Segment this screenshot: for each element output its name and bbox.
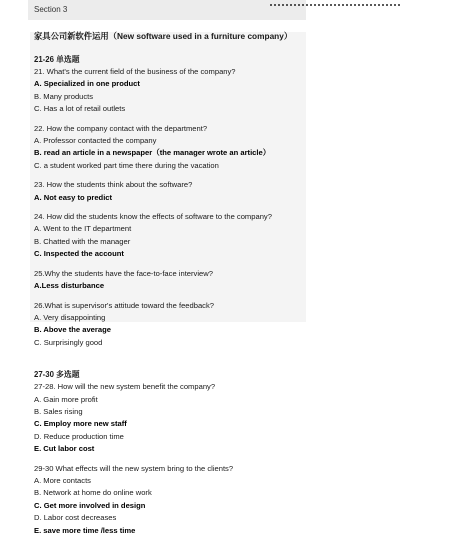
answer-option: D. Reduce production time bbox=[34, 431, 124, 441]
question-block bbox=[34, 268, 434, 293]
question-block bbox=[34, 300, 434, 350]
answer-option: B. Sales rising bbox=[34, 406, 83, 416]
answer-option-correct: C. Employ more new staff bbox=[34, 419, 127, 429]
question-stem: 21. What's the current field of the business of the company? bbox=[34, 67, 236, 76]
question-stem: 25.Why the students have the face-to-face interview? bbox=[34, 268, 213, 278]
question-block bbox=[34, 179, 434, 204]
question-block bbox=[34, 381, 434, 455]
answer-option: D. Labor cost decreases bbox=[34, 513, 117, 523]
answer-option-correct: E. Cut labor cost bbox=[34, 444, 95, 454]
document-title: 家具公司新软件运用（New software used in a furniture company） bbox=[34, 31, 293, 41]
question-stem: 23. How the students think about the software? bbox=[34, 180, 193, 190]
document-body bbox=[34, 30, 434, 544]
answer-option-correct: A. Not easy to predict bbox=[34, 192, 113, 202]
question-stem: 22. How the company contact with the department? bbox=[34, 123, 208, 133]
answer-option: C. Surprisingly good bbox=[34, 337, 103, 347]
answer-option-correct: C. Get more involved in design bbox=[34, 500, 146, 510]
multi-choice-list bbox=[34, 381, 434, 537]
single-choice-heading: 21-26 单选题 bbox=[34, 55, 80, 64]
answer-option: A. Professor contacted the company bbox=[34, 136, 157, 146]
answer-option: B. Chatted with the manager bbox=[34, 236, 131, 246]
answer-option: B. Many products bbox=[34, 91, 94, 101]
answer-option-correct: B. Above the average bbox=[34, 325, 111, 335]
question-block bbox=[34, 66, 434, 116]
question-stem: 27-28. How will the new system benefit the company? bbox=[34, 382, 216, 392]
answer-option-correct: C. Inspected the account bbox=[34, 249, 124, 259]
answer-option: A. More contacts bbox=[34, 475, 91, 485]
answer-option: B. Network at home do online work bbox=[34, 488, 152, 498]
answer-option: A. Went to the IT department bbox=[34, 224, 132, 234]
section-label: Section 3 bbox=[34, 5, 68, 14]
answer-option: A. Gain more profit bbox=[34, 394, 98, 404]
question-block bbox=[34, 463, 434, 537]
question-block bbox=[34, 211, 434, 261]
question-stem: 24. How did the students know the effects of software to the company? bbox=[34, 212, 272, 222]
answer-option-correct: A. Specialized in one product bbox=[34, 79, 140, 89]
answer-option: C. a student worked part time there during the vacation bbox=[34, 160, 219, 170]
answer-option: A. Very disappointing bbox=[34, 312, 106, 322]
answer-option: C. Has a lot of retail outlets bbox=[34, 104, 126, 114]
answer-option-correct: B. read an article in a newspaper（the manager wrote an article） bbox=[34, 148, 271, 158]
answer-option-correct: E. save more time /less time bbox=[34, 525, 136, 535]
handwritten-scribble bbox=[270, 0, 400, 6]
single-choice-list bbox=[34, 66, 434, 349]
section-header-bar bbox=[28, 0, 306, 20]
question-stem: 29-30 What effects will the new system bring to the clients? bbox=[34, 463, 234, 473]
answer-option-correct: A.Less disturbance bbox=[34, 281, 105, 291]
question-stem: 26.What is supervisor's attitude toward the feedback? bbox=[34, 300, 214, 310]
question-block bbox=[34, 123, 434, 173]
multi-choice-heading: 27-30 多选题 bbox=[34, 370, 80, 380]
